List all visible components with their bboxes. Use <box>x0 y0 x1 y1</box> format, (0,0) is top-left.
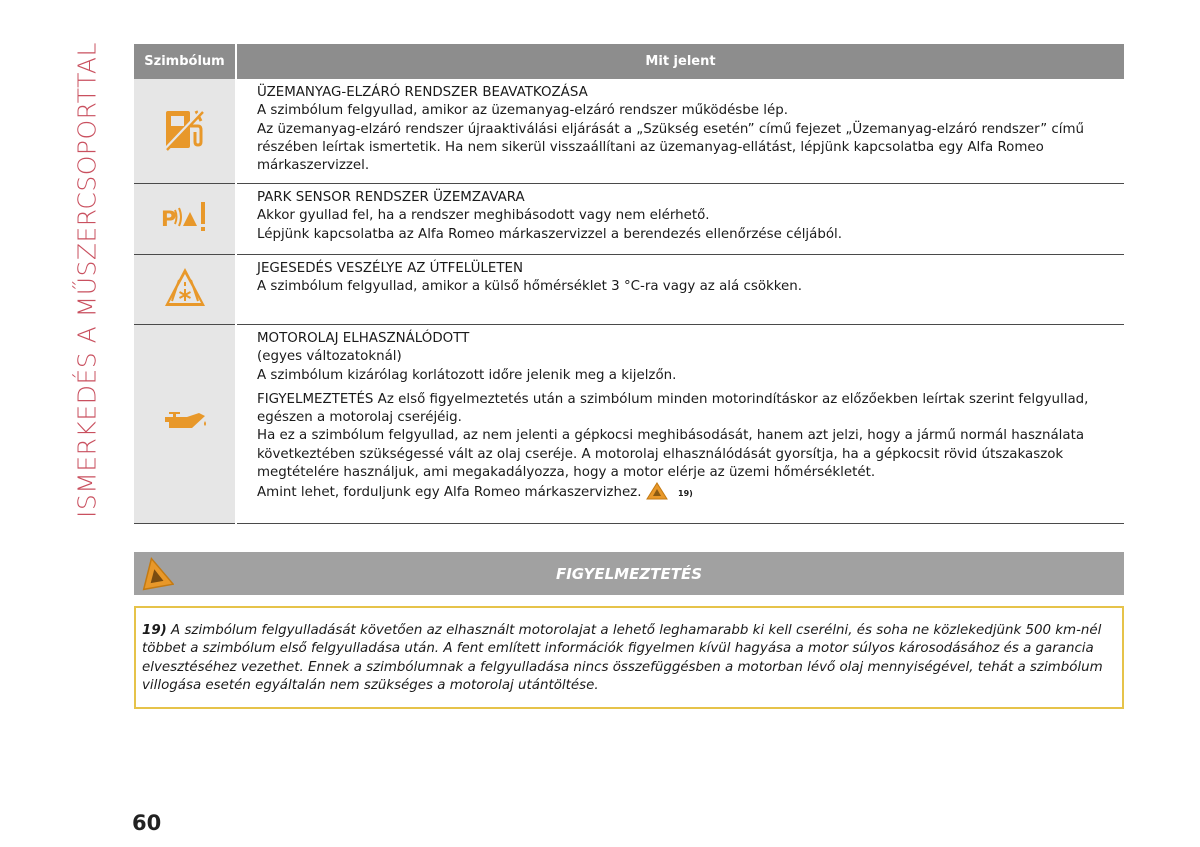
warning-line: egészen a motorolaj cseréjéig. <box>257 410 462 426</box>
row-line: (egyes változatoknál) <box>257 349 402 365</box>
warning-line: következtében szükségessé vált az olaj cseréje. A motorolaj elhasználódását gyorsítja, ha a gépkocsit rövid útszakaszok <box>257 446 1064 462</box>
row-title: ÜZEMANYAG-ELZÁRÓ RENDSZER BEAVATKOZÁSA <box>257 85 588 100</box>
warning-line: Ha ez a szimbólum felgyullad, az nem jelenti a gépkocsi meghibásodását, hanem azt jelzi, hogy a jármű normál használata <box>257 428 1085 444</box>
fuel-cutoff-icon <box>163 106 207 152</box>
header-meaning: Mit jelent <box>236 44 1124 79</box>
row-title: JEGESEDÉS VESZÉLYE AZ ÚTFELÜLETEN <box>257 261 523 276</box>
page-number: 60 <box>132 811 162 835</box>
warning-title: FIGYELMEZTETÉS <box>555 565 702 583</box>
symbol-cell <box>134 79 236 184</box>
row-title: MOTOROLAJ ELHASZNÁLÓDOTT <box>257 331 470 346</box>
park-sensor-failure-icon <box>160 198 210 236</box>
row-line: Lépjünk kapcsolatba az Alfa Romeo márkaszervizzel a berendezés ellenőrzése céljából. <box>257 226 843 242</box>
svg-text:P: P <box>160 207 176 231</box>
row-line: Az üzemanyag-elzáró rendszer újraaktiválási eljárását a „Szükség esetén” című fejezet „Üzemanyag-elzáró rendszer” című <box>257 121 1085 137</box>
last-line <box>257 482 1124 503</box>
table-row <box>134 79 1124 184</box>
warning-line: FIGYELMEZTETÉS Az első figyelmeztetés után a szimbólum minden motorindításkor az előzőekben leírtak szerint felgyullad, <box>257 391 1089 407</box>
last-line-text: Amint lehet, forduljunk egy Alfa Romeo márkaszervizhez. <box>257 485 642 501</box>
section-title-text: ISMERKEDÉS A MŰSZERCSOPORTTAL <box>72 42 102 518</box>
meaning-cell <box>236 325 1124 524</box>
symbol-cell <box>134 255 236 325</box>
icy-road-icon <box>163 266 207 310</box>
warning-line-text: A szimbólum felgyulladását követően az elhasznált motorolajat a lehető leghamarabb ki kell cserélni, és soha ne közlekedjünk 500 km-nél <box>171 623 1102 638</box>
warning-box-line: elvesztéséhez vezethet. Ennek a szimbólumnak a felgyulladása nincs összefüggésben a motorban lévő olaj mennyiségével, tehát a szimbólum <box>142 659 1103 675</box>
row-line: Akkor gyullad fel, ha a rendszer meghibásodott vagy nem elérhető. <box>257 208 710 224</box>
table-row <box>134 325 1124 524</box>
warning-triangle-icon <box>646 482 668 500</box>
table-row <box>134 184 1124 255</box>
warning-band <box>134 552 1124 595</box>
warning-box-line: villogása esetén egyáltalán nem szükséges a motorolaj utántöltése. <box>142 677 599 693</box>
sidebar-section-title <box>62 40 112 520</box>
row-line: A szimbólum felgyullad, amikor a külső hőmérséklet 3 °C-ra vagy az alá csökken. <box>257 279 803 295</box>
row-line: A szimbólum felgyullad, amikor az üzemanyag-elzáró rendszer működésbe lép. <box>257 103 788 119</box>
table-header-row <box>134 44 1124 79</box>
meaning-cell <box>236 184 1124 255</box>
engine-oil-icon <box>161 409 209 435</box>
row-line: A szimbólum kizárólag korlátozott időre jelenik meg a kijelzőn. <box>257 367 677 383</box>
warning-box-line <box>142 622 1110 640</box>
warning-line: megtételére használjuk, ami megakadályozza, hogy a motor elérje az üzemi hőmérsékletét. <box>257 465 876 481</box>
row-line: részében leírtak ismertetik. Ha nem sikerül visszaállítani az üzemanyag-ellátást, lépjünk kapcsolatba egy Alfa Romeo <box>257 139 1044 155</box>
warning-box-line: többet a szimbólum első felgyulladása után. A fent említett információk figyelmen kívül hagyása a motor súlyos károsodásához és a garancia <box>142 641 1094 657</box>
symbol-cell <box>134 184 236 255</box>
symbol-table <box>134 44 1124 524</box>
meaning-cell <box>236 79 1124 184</box>
footnote-ref[interactable]: 19) <box>678 489 693 499</box>
symbol-cell <box>134 325 236 524</box>
table-row <box>134 255 1124 325</box>
warning-number: 19) <box>142 623 167 638</box>
meaning-cell <box>236 255 1124 325</box>
row-line: márkaszervizzel. <box>257 158 370 174</box>
header-symbol: Szimbólum <box>134 44 236 79</box>
warning-box <box>134 606 1124 709</box>
row-title: PARK SENSOR RENDSZER ÜZEMZAVARA <box>257 190 525 205</box>
warning-text <box>136 608 1122 695</box>
